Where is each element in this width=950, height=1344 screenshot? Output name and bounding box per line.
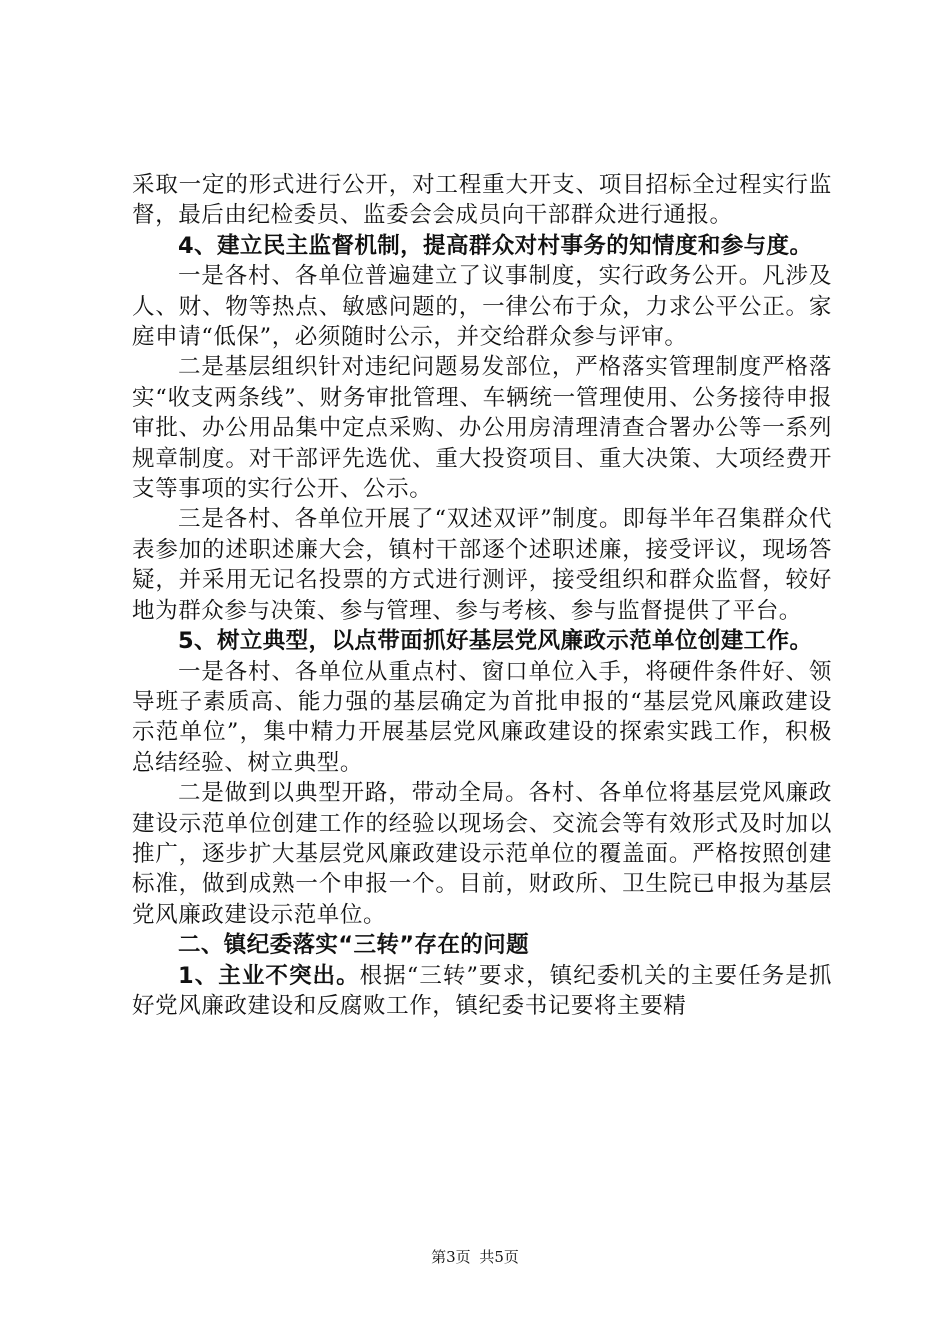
page-number-current: 第3页 bbox=[431, 1248, 471, 1266]
paragraph-7 bbox=[132, 961, 832, 1022]
paragraph-3: 二是基层组织针对违纪问题易发部位，严格落实管理制度严格落实“收支两条线”、财务审批管理、车辆统一管理使用、公务接待申报审批、办公用品集中定点采购、办公用房清理清查合署办公等一系列规章制度。对干部评先选优、重大投资项目、重大决策、大项经费开支等事项的实行公开、公示。 bbox=[132, 354, 832, 503]
heading-section-4: 4、建立民主监督机制，提高群众对村事务的知情度和参与度。 bbox=[178, 232, 813, 259]
page-footer bbox=[0, 1246, 950, 1267]
paragraph-6: 二是做到以典型开路，带动全局。各村、各单位将基层党风廉政建设示范单位创建工作的经验以现场会、交流会等有效形式及时加以推广，逐步扩大基层党风廉政建设示范单位的覆盖面。严格按照创建标准，做到成熟一个申报一个。目前，财政所、卫生院已申报为基层党风廉政建设示范单位。 bbox=[132, 780, 832, 928]
paragraph-4: 三是各村、各单位开展了“双述双评”制度。即每半年召集群众代表参加的述职述廉大会，镇村干部逐个述职述廉，接受评议，现场答疑，并采用无记名投票的方式进行测评，接受组织和群众监督，较好地为群众参与决策、参与管理、参与考核、参与监督提供了平台。 bbox=[132, 506, 832, 624]
paragraph-2: 一是各村、各单位普遍建立了议事制度，实行政务公开。凡涉及人、财、物等热点、敏感问题的，一律公布于众，力求公平公正。家庭申请“低保”，必须随时公示，并交给群众参与评审。 bbox=[132, 263, 832, 351]
page-number-total: 共5页 bbox=[479, 1248, 519, 1266]
paragraph-5: 一是各村、各单位从重点村、窗口单位入手，将硬件条件好、领导班子素质高、能力强的基层确定为首批申报的“基层党风廉政建设示范单位”，集中精力开展基层党风廉政建设的探索实践工作，积极总结经验、树立典型。 bbox=[132, 658, 832, 776]
paragraph-1: 采取一定的形式进行公开，对工程重大开支、项目招标全过程实行监督，最后由纪检委员、监委会会成员向干部群众进行通报。 bbox=[132, 172, 832, 229]
document-body bbox=[132, 170, 832, 1021]
paragraph-7-lead: 1、主业不突出。 bbox=[178, 962, 360, 989]
heading-part-2: 二、镇纪委落实“三转”存在的问题 bbox=[178, 932, 529, 959]
heading-section-5: 5、树立典型，以点带面抓好基层党风廉政示范单位创建工作。 bbox=[178, 628, 813, 655]
paragraph-7-text: 根据“三转”要求，镇纪委机关的主要任务是抓好党风廉政建设和反腐败工作，镇纪委书记要将主要精 bbox=[132, 962, 832, 1019]
